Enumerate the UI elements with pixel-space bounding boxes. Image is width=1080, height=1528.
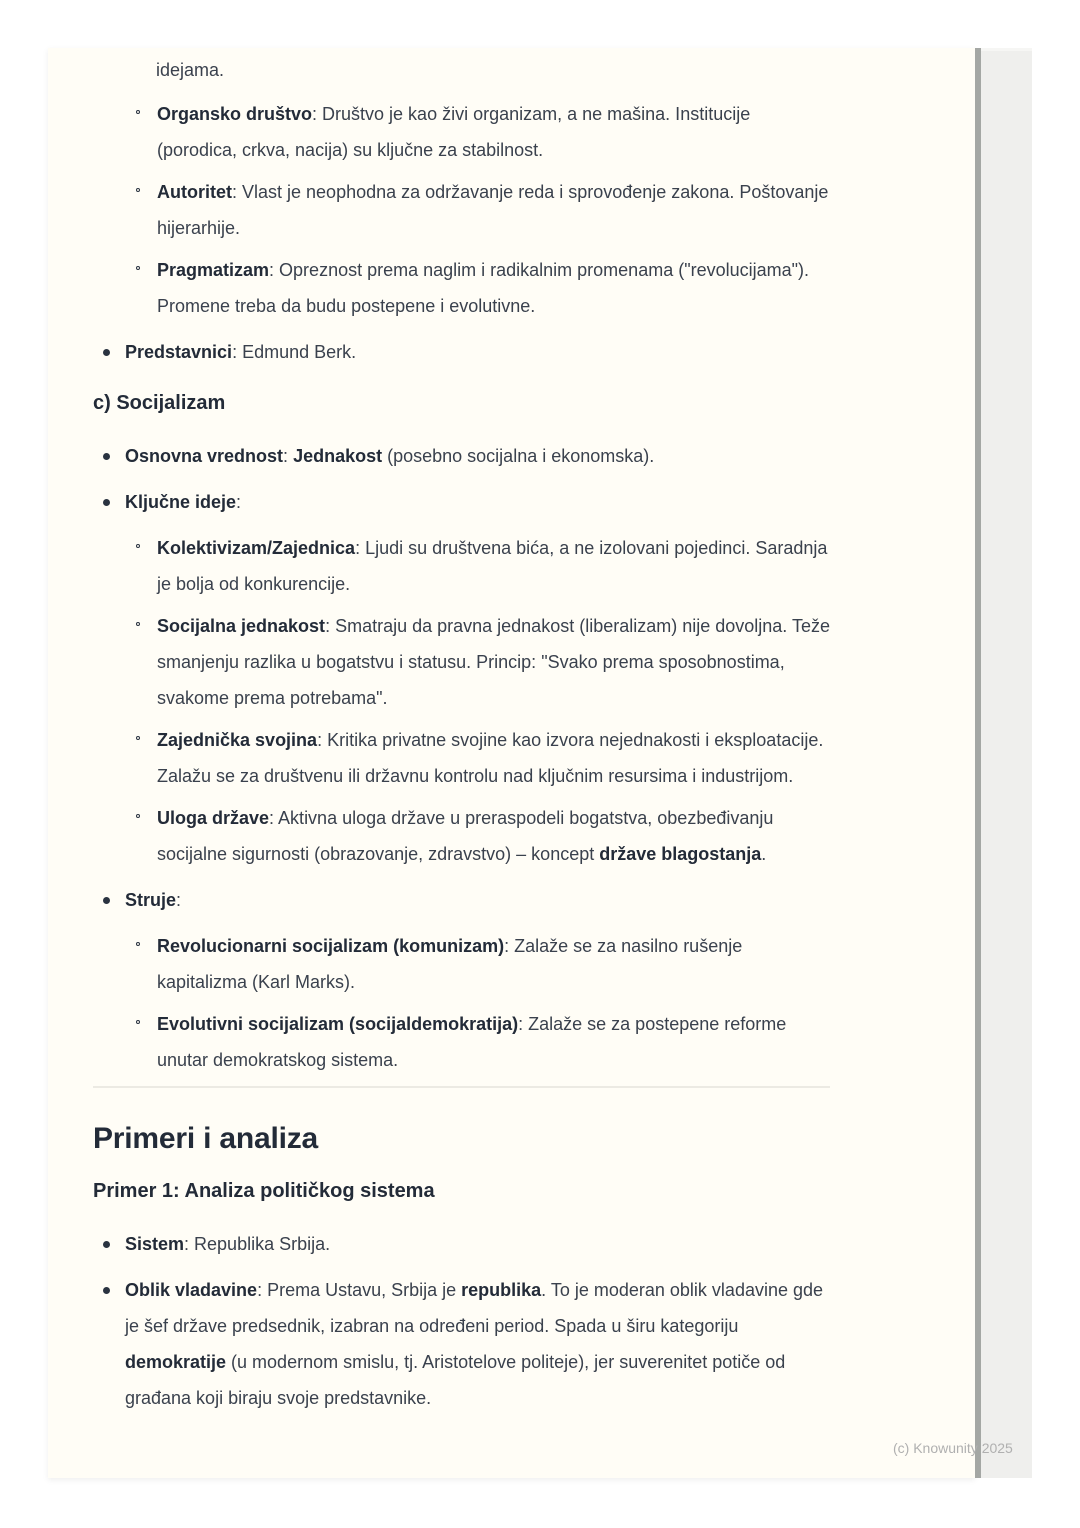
text-segment: Osnovna vrednost	[125, 446, 284, 466]
circle-bullet-icon	[136, 942, 140, 946]
list-item	[93, 174, 830, 246]
text-run	[157, 936, 742, 992]
circle-bullet-icon	[136, 188, 140, 192]
text-run	[93, 392, 225, 414]
text-run	[125, 342, 356, 362]
text-segment: (u modernom smislu, tj. Aristotelove politeje), jer suverenitet potiče od građana koji biraju svoje predstavnike.	[125, 1352, 786, 1408]
text-segment: Socijalna jednakost	[157, 616, 326, 636]
disc-bullet-icon	[103, 1241, 110, 1248]
list-item	[93, 722, 830, 794]
text-run	[125, 1280, 823, 1408]
text-segment: : Smatraju da pravna jednakost (liberalizam) nije dovoljna. Teže smanjenju razlika u bogatstvu i statusu. Princip: "Svako prema sposobnostima, svakome prema potrebama".	[157, 616, 830, 708]
subsection-heading	[93, 390, 830, 416]
subsection-heading	[93, 1178, 830, 1204]
text-segment: : Kritika privatne svojine kao izvora nejednakosti i eksploatacije. Zalažu se za društvenu ili državnu kontrolu nad ključnim resursima i industrijom.	[157, 730, 824, 786]
text-segment: :	[283, 446, 294, 466]
text-segment: : Aktivna uloga države u preraspodeli bogatstva, obezbeđivanju socijalne sigurnosti (obrazovanje, zdravstvo) – koncept	[157, 808, 774, 864]
list-item	[93, 334, 830, 370]
text-run	[157, 538, 827, 594]
circle-bullet-icon	[136, 814, 140, 818]
text-run	[157, 730, 823, 786]
list-item	[93, 608, 830, 716]
text-segment: : Republika Srbija.	[184, 1234, 331, 1254]
list-item	[93, 1006, 830, 1078]
list-item	[93, 530, 830, 602]
text-segment: : Zalaže se za nasilno rušenje kapitalizma (Karl Marks).	[157, 936, 743, 992]
list-item	[93, 484, 830, 520]
circle-bullet-icon	[136, 110, 140, 114]
text-segment: (posebno socijalna i ekonomska).	[382, 446, 655, 466]
text-segment: : Opreznost prema naglim i radikalnim promenama ("revolucijama"). Promene treba da budu postepene i evolutivne.	[157, 260, 810, 316]
circle-bullet-icon	[136, 544, 140, 548]
text-segment: : Zalaže se za postepene reforme unutar demokratskog sistema.	[157, 1014, 787, 1070]
next-page-preview[interactable]	[981, 48, 1032, 1478]
text-segment: Primeri i analiza	[93, 1122, 319, 1155]
text-run	[125, 1234, 330, 1254]
section-divider	[93, 1086, 830, 1088]
text-run	[125, 890, 181, 910]
text-segment: Sistem	[125, 1234, 185, 1254]
disc-bullet-icon	[103, 499, 110, 506]
text-segment: : Vlast je neophodna za održavanje reda i sprovođenje zakona. Poštovanje hijerarhije.	[157, 182, 829, 238]
list-item	[93, 800, 830, 872]
text-segment: Struje	[125, 890, 177, 910]
list-item	[93, 882, 830, 918]
text-segment: Uloga države	[157, 808, 270, 828]
text-segment: Evolutivni socijalizam (socijaldemokratija)	[157, 1014, 519, 1034]
list-item	[93, 928, 830, 1000]
text-run	[93, 1180, 435, 1202]
text-run	[93, 1122, 318, 1155]
section-heading	[93, 1120, 830, 1158]
circle-bullet-icon	[136, 266, 140, 270]
disc-bullet-icon	[103, 349, 110, 356]
text-segment: c) Socijalizam	[93, 392, 226, 414]
text-segment: Oblik vladavine	[125, 1280, 258, 1300]
text-segment: : Ljudi su društvena bića, a ne izolovani pojedinci. Saradnja je bolja od konkurencije.	[157, 538, 828, 594]
text-segment: :	[176, 890, 182, 910]
text-segment: :	[236, 492, 242, 512]
text-run	[157, 808, 773, 864]
list-item	[93, 1272, 830, 1416]
text-segment: demokratije	[125, 1352, 227, 1372]
circle-bullet-icon	[136, 1020, 140, 1024]
text-segment: Organsko društvo	[157, 104, 313, 124]
text-segment: Kolektivizam/Zajednica	[157, 538, 356, 558]
text-segment: : Edmund Berk.	[232, 342, 357, 362]
text-segment: Pragmatizam	[157, 260, 270, 280]
text-segment: : Društvo je kao živi organizam, a ne mašina. Institucije (porodica, crkva, nacija) su ključne za stabilnost.	[157, 104, 751, 160]
document-page	[48, 48, 975, 1478]
text-run	[157, 104, 750, 160]
text-run	[157, 1014, 786, 1070]
text-run	[156, 60, 224, 80]
text-segment: države blagostanja	[599, 844, 762, 864]
text-run	[157, 260, 809, 316]
list-item	[93, 252, 830, 324]
disc-bullet-icon	[103, 897, 110, 904]
document-content	[48, 48, 830, 1416]
text-segment: .	[761, 844, 767, 864]
text-segment: . To je moderan oblik vladavine gde je šef države predsednik, izabran na određeni period. Spada u širu kategoriju	[125, 1280, 824, 1336]
text-run	[157, 182, 828, 238]
text-segment: Predstavnici	[125, 342, 233, 362]
text-segment: Primer 1: Analiza političkog sistema	[93, 1180, 435, 1202]
circle-bullet-icon	[136, 736, 140, 740]
list-item	[93, 1226, 830, 1262]
list-item	[93, 438, 830, 474]
text-segment: Autoritet	[157, 182, 232, 202]
text-segment: republika	[461, 1280, 542, 1300]
text-run	[125, 492, 241, 512]
text-segment: Zajednička svojina	[157, 730, 318, 750]
text-segment: idejama.	[156, 60, 225, 80]
copyright-watermark: (c) Knowunity 2025	[893, 1440, 1013, 1456]
text-segment: : Prema Ustavu, Srbija je	[257, 1280, 462, 1300]
text-segment: Revolucionarni socijalizam (komunizam)	[157, 936, 505, 956]
text-segment: Jednakost	[293, 446, 383, 466]
disc-bullet-icon	[103, 1287, 110, 1294]
disc-bullet-icon	[103, 453, 110, 460]
continuation-text	[156, 52, 767, 88]
text-segment: Ključne ideje	[125, 492, 237, 512]
list-item	[93, 96, 830, 168]
circle-bullet-icon	[136, 622, 140, 626]
text-run	[125, 446, 654, 466]
text-run	[157, 616, 830, 708]
